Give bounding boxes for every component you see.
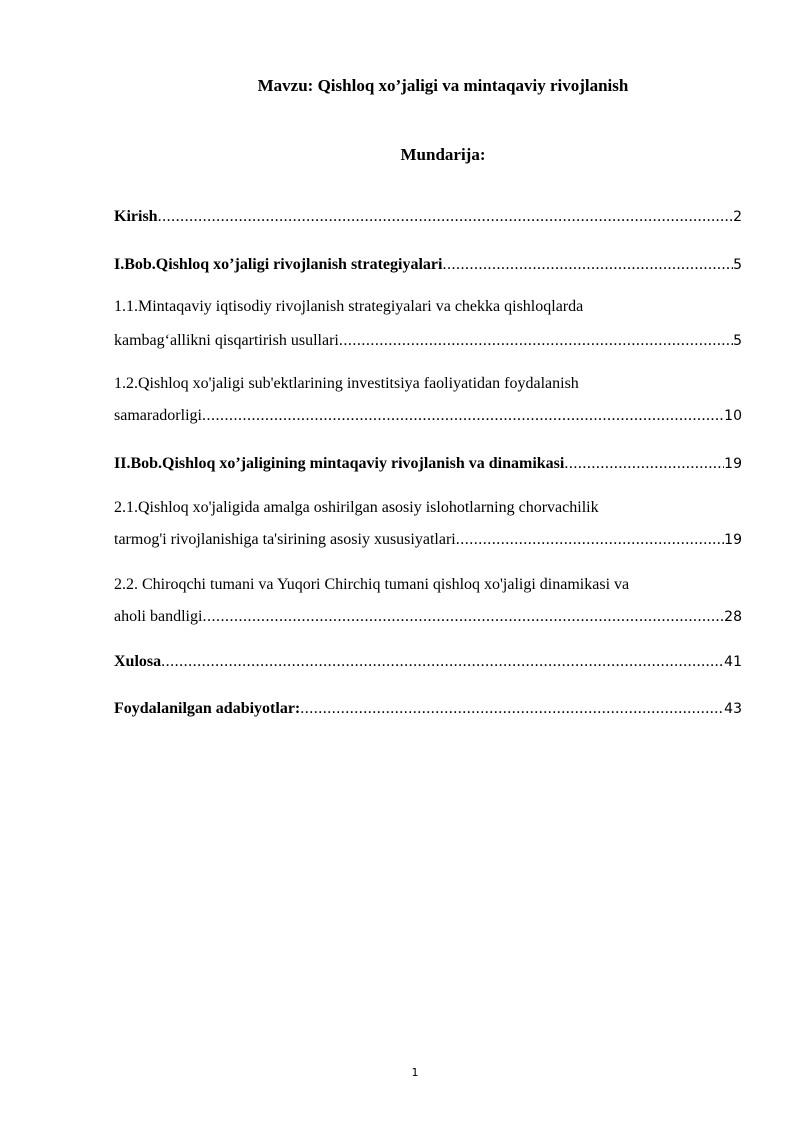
toc-page-number: 19 xyxy=(724,456,742,472)
dot-leader xyxy=(158,206,734,228)
toc-entry-1-2-line1: 1.2.Qishloq xo'jaligi sub'ektlarining investitsiya faoliyatidan foydalanish xyxy=(114,375,579,392)
toc-page-number: 5 xyxy=(733,257,742,273)
toc-entry-label: Kirish xyxy=(114,208,158,225)
toc-entry-label: tarmog'i rivojlanishiga ta'sirining asosiy xususiyatlari xyxy=(114,531,456,548)
toc-page-number: 41 xyxy=(724,654,742,670)
toc-entry-label: I.Bob.Qishloq xo’jaligi rivojlanish strategiyalari xyxy=(114,256,443,273)
toc-entry-label: aholi bandligi xyxy=(114,608,203,625)
toc-entry-bob1[interactable] xyxy=(114,254,742,276)
toc-entry-2-2[interactable] xyxy=(114,606,742,628)
dot-leader xyxy=(564,453,724,475)
toc-entry-1-2[interactable] xyxy=(114,405,742,427)
toc-entry-kirish[interactable] xyxy=(114,206,742,228)
toc-entry-label: kambag‘allikni qisqartirish usullari xyxy=(114,332,339,349)
toc-heading: Mundarija: xyxy=(400,145,486,164)
dot-leader xyxy=(161,651,724,673)
toc-page-number: 10 xyxy=(724,408,742,424)
toc-page-number: 5 xyxy=(733,333,742,349)
dot-leader xyxy=(456,529,724,551)
toc-entry-adabiyotlar[interactable] xyxy=(114,698,742,720)
dot-leader xyxy=(300,698,724,720)
toc-page-number: 19 xyxy=(724,532,742,548)
toc-entry-label: Foydalanilgan adabiyotlar: xyxy=(114,700,301,717)
document-title: Mavzu: Qishloq xo’jaligi va mintaqaviy rivojlanish xyxy=(257,76,629,95)
toc-entry-1-1[interactable] xyxy=(114,330,742,352)
dot-leader xyxy=(202,405,724,427)
toc-entry-xulosa[interactable] xyxy=(114,651,742,673)
toc-entry-label: II.Bob.Qishloq xo’jaligining mintaqaviy rivojlanish va dinamikasi xyxy=(114,455,565,472)
toc-entry-label: samaradorligi xyxy=(114,407,202,424)
toc-entry-1-1-line1: 1.1.Mintaqaviy iqtisodiy rivojlanish strategiyalari va chekka qishloqlarda xyxy=(114,298,584,315)
toc-page-number: 43 xyxy=(724,701,742,717)
toc-entry-label: Xulosa xyxy=(114,653,162,670)
toc-page-number: 28 xyxy=(724,609,742,625)
toc-entry-2-1[interactable] xyxy=(114,529,742,551)
dot-leader xyxy=(442,254,733,276)
page-number: 1 xyxy=(411,1066,419,1079)
toc-entry-2-2-line1: 2.2. Chiroqchi tumani va Yuqori Chirchiq tumani qishloq xo'jaligi dinamikasi va xyxy=(114,576,630,593)
toc-entry-2-1-line1: 2.1.Qishloq xo'jaligida amalga oshirilgan asosiy islohotlarning chorvachilik xyxy=(114,499,599,516)
dot-leader xyxy=(339,330,733,352)
toc-entry-bob2[interactable] xyxy=(114,453,742,475)
dot-leader xyxy=(202,606,724,628)
toc-page-number: 2 xyxy=(733,209,742,225)
